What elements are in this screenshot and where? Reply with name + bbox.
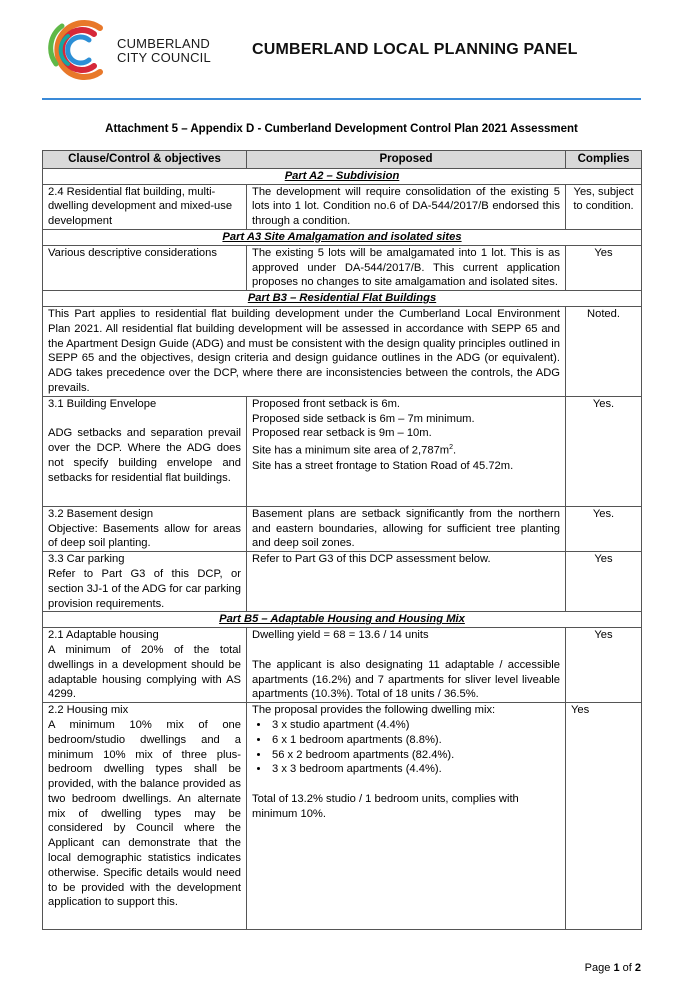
header-rule bbox=[42, 98, 641, 100]
clause-cell: Various descriptive considerations bbox=[43, 245, 247, 290]
council-logo-icon bbox=[48, 14, 108, 86]
b3-intro-cell: This Part applies to residential flat building development under the Cumberland Local Environment Plan 2021. All residential flat building development will be assessed in accordance with SEPP 65 and the Apartment Design Guide (ADG) and must be consistent with the design quality principles outlined in SEPP 65 and the objectives, design criteria and design guidance outlines in the ADG (or equivalent). ADG takes precedence over the DCP, where there are inconsistencies between the controls, the ADG prevails. bbox=[43, 306, 566, 396]
clause-title: 2.2 Housing mix bbox=[48, 704, 129, 717]
complies-cell: Yes bbox=[566, 628, 642, 703]
proposed-cell: The development will require consolidation of the existing 5 lots into 1 lot. Condition no.6 of DA-544/2017/B endorsed this through a condition. bbox=[247, 184, 566, 229]
part-heading-row bbox=[43, 291, 642, 307]
clause-title: 3.2 Basement design bbox=[48, 507, 154, 520]
header-proposed: Proposed bbox=[247, 151, 566, 169]
proposed-cell: Refer to Part G3 of this DCP assessment below. bbox=[247, 552, 566, 612]
page-header bbox=[0, 0, 683, 102]
proposed-cell bbox=[247, 703, 566, 930]
table-row bbox=[43, 628, 642, 703]
table-row bbox=[43, 184, 642, 229]
council-name bbox=[117, 37, 211, 65]
proposed-line: Site has a minimum site area of $2,787m^2$. bbox=[252, 444, 457, 457]
page-footer bbox=[585, 962, 641, 974]
clause-title: 3.1 Building Envelope bbox=[48, 397, 157, 410]
of-word: of bbox=[622, 962, 632, 974]
table-row bbox=[43, 703, 642, 930]
council-name-line1: CUMBERLAND bbox=[117, 36, 211, 51]
part-a3-heading: Part A3 Site Amalgamation and isolated sites bbox=[43, 229, 642, 245]
proposed-line: Proposed rear setback is 9m – 10m. bbox=[252, 427, 432, 440]
panel-title: CUMBERLAND LOCAL PLANNING PANEL bbox=[252, 41, 578, 58]
clause-cell: 2.4 Residential flat building, multi-dwelling development and mixed-use development bbox=[43, 184, 247, 229]
proposed-line: Proposed side setback is 6m – 7m minimum. bbox=[252, 412, 475, 425]
clause-cell bbox=[43, 628, 247, 703]
table-row bbox=[43, 306, 642, 396]
page-total: 2 bbox=[634, 962, 641, 974]
complies-cell: Noted. bbox=[566, 306, 642, 396]
proposed-line: Site has a street frontage to Station Road of 45.72m. bbox=[252, 459, 514, 472]
complies-cell: Yes. bbox=[566, 396, 642, 506]
part-b5-heading: Part B5 – Adaptable Housing and Housing Mix bbox=[43, 612, 642, 628]
clause-cell bbox=[43, 703, 247, 930]
list-item: • 56 x 2 bedroom apartments (82.4%). bbox=[270, 748, 560, 763]
list-item: • 3 x 3 bedroom apartments (4.4%). bbox=[270, 762, 560, 777]
part-b3-heading: Part B3 – Residential Flat Buildings bbox=[43, 291, 642, 307]
proposed-line: Dwelling yield = 68 = 13.6 / 14 units bbox=[252, 629, 429, 642]
part-heading-row bbox=[43, 612, 642, 628]
page-number: 1 bbox=[613, 962, 620, 974]
proposed-cell: Basement plans are setback significantly from the northern and eastern boundaries, allowing for sufficient tree planting and deep soil zones. bbox=[247, 506, 566, 551]
list-item: • 6 x 1 bedroom apartments (8.8%). bbox=[270, 733, 560, 748]
clause-cell bbox=[43, 506, 247, 551]
complies-cell: Yes bbox=[566, 703, 642, 930]
proposed-cell bbox=[247, 628, 566, 703]
proposed-line: The applicant is also designating 11 adaptable / accessible apartments (16.2%) and 7 apartments for sliver level liveable apartments (10.3%). Total of 18 units / 36.5%. bbox=[252, 658, 560, 701]
council-name-line2: CITY COUNCIL bbox=[117, 50, 211, 65]
part-a2-heading: Part A2 – Subdivision bbox=[43, 168, 642, 184]
table-row bbox=[43, 506, 642, 551]
complies-cell: Yes, subject to condition. bbox=[566, 184, 642, 229]
attachment-title: Attachment 5 – Appendix D - Cumberland Development Control Plan 2021 Assessment bbox=[105, 123, 578, 135]
clause-title: 2.1 Adaptable housing bbox=[48, 629, 159, 642]
table-row bbox=[43, 396, 642, 506]
complies-cell: Yes bbox=[566, 552, 642, 612]
proposed-cell bbox=[247, 396, 566, 506]
clause-body: A minimum of 20% of the total dwellings in a development should be adaptable housing complying with AS 4299. bbox=[48, 643, 241, 701]
page-word: Page bbox=[584, 962, 611, 974]
table-row bbox=[43, 552, 642, 612]
assessment-table bbox=[42, 150, 642, 930]
part-heading-row bbox=[43, 229, 642, 245]
clause-title: 3.3 Car parking bbox=[48, 553, 125, 566]
proposed-cell: The existing 5 lots will be amalgamated into 1 lot. This is as approved under DA-544/2017/B. This current application proposes no changes to site amalgamation and isolated sites. bbox=[247, 245, 566, 290]
header-complies: Complies bbox=[566, 151, 642, 169]
table-header-row bbox=[43, 151, 642, 169]
clause-cell bbox=[43, 552, 247, 612]
clause-body: Objective: Basements allow for areas of deep soil planting. bbox=[48, 522, 241, 550]
clause-body: ADG setbacks and separation prevail over the DCP. Where the ADG does not specify building envelope and setbacks for residential flat buildings. bbox=[48, 427, 241, 484]
part-heading-row bbox=[43, 168, 642, 184]
proposed-line: Total of 13.2% studio / 1 bedroom units, complies with minimum 10%. bbox=[252, 792, 519, 820]
complies-cell: Yes. bbox=[566, 506, 642, 551]
list-item: • 3 x studio apartment (4.4%) bbox=[270, 718, 560, 733]
dwelling-mix-list bbox=[252, 718, 560, 777]
clause-body: Refer to Part G3 of this DCP, or section 3J-1 of the ADG for car parking provision requirements. bbox=[48, 567, 241, 610]
header-clause: Clause/Control & objectives bbox=[43, 151, 247, 169]
clause-body: A minimum 10% mix of one bedroom/studio dwellings and a minimum 10% mix of three plus-bedroom dwelling types shall be provided, with the balance provided as two bedroom dwellings. An alternate mix of dwelling types may be considered by Council where the Applicant can demonstrate that the local demographic statistics indicates otherwise. Specific details would need to be provided with the development application to support this. bbox=[48, 718, 241, 909]
proposed-line: Proposed front setback is 6m. bbox=[252, 397, 400, 410]
table-row bbox=[43, 245, 642, 290]
complies-cell: Yes bbox=[566, 245, 642, 290]
clause-cell bbox=[43, 396, 247, 506]
proposed-line: The proposal provides the following dwelling mix: bbox=[252, 704, 496, 717]
